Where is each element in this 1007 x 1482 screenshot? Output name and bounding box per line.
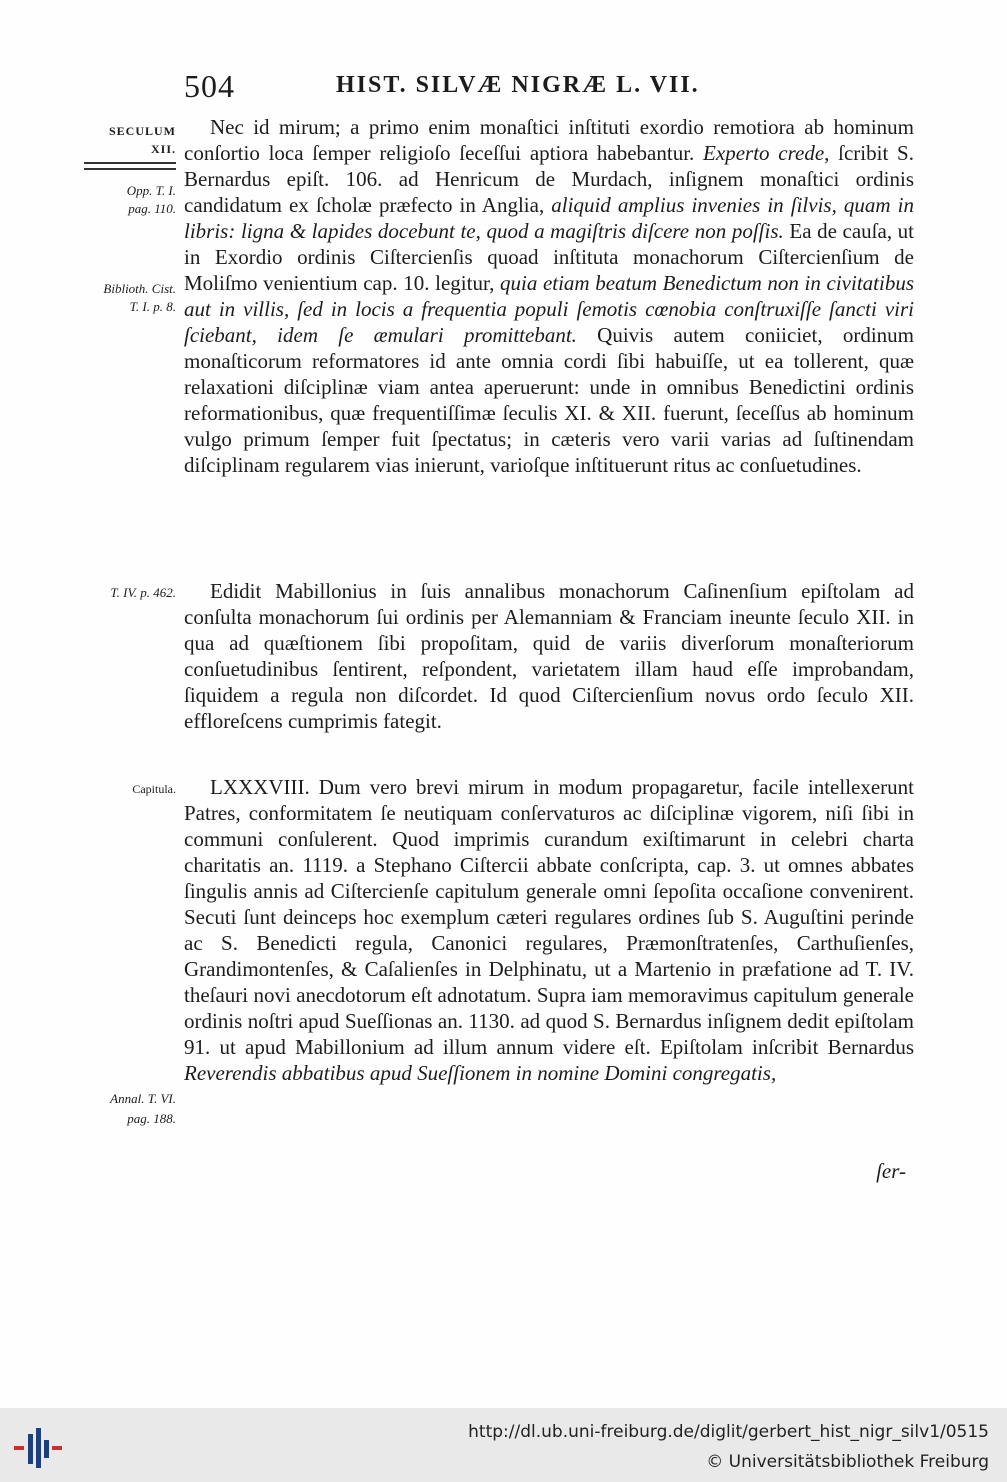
- margin-rule: [84, 162, 176, 164]
- margin-seculum-number: XII.: [150, 142, 176, 156]
- margin-tiv-ref: T. IV. p. 462.: [110, 585, 176, 600]
- quotation: Experto crede: [703, 141, 825, 165]
- paragraph-1-text: Quivis autem coniiciet, ordinum monaſticorum reformatores id ante omnia cordi ſibi habuiſſe, ut ea tollerent, quæ relaxationi diſciplinæ viam antea aperuerunt: unde in omnibus Benedictini ordinis reformationibus, quæ frequentiſſimæ ſeculis XI. & XII. fuerunt, ſeceſſus ab hominum vulgo primum ſemper fuit ſpectatus; in cæteris vero varii varias ad ſuſtinendam diſciplinam regularem vias inierunt, varioſque inſtituerunt ritus ac conſuetudines.: [184, 323, 915, 477]
- paragraph-3-text: LXXXVIII. Dum vero brevi mirum in modum propagaretur, facile intellexerunt Patres, conformitatem ſe neutiquam conſervaturos ac diſciplinæ vigorem, niſi ſibi in communi conſulerent. Quod imprimis curandum exiſtimarunt in celebri charta charitatis an. 1119. a Stephano Ciſtercii abbate conſcripta, cap. 3. ut omnes abbates ſingulis annis ad Ciſtercienſe capitulum generale omni ſepoſita occaſione convenirent. Secuti ſunt deinceps hoc exemplum cæteri regulares ordines ſub S. Auguſtini perinde ac S. Benedicti regula, Canonici regulares, Præmonſtratenſes, Carthuſienſes, Grandimontenſes, & Caſalienſes in Delphinatu, ut a Martenio in præfatione ad T. IV. theſauri novi anecdotorum eſt adnotatum. Supra iam memoravimus capitulum generale ordinis noſtri apud Sueſſionas an. 1130. ad quod S. Bernardus inſignem dedit epiſtolam 91. ut apud Mabillonium ad illum annum videre eſt. Epiſtolam inſcribit Bernardus: [184, 775, 914, 1059]
- paragraph-1-text: , ſcribit S. Bernardus epiſt. 106. ad Henricum de Murdach, inſignem monaſtici ordinis candidatum ex ſcholæ præfecto in Anglia,: [184, 141, 914, 217]
- margin-annal-ref: Annal. T. VI.: [110, 1091, 176, 1106]
- paragraph-2: [184, 578, 914, 734]
- quotation: Reverendis abbatibus apud Sueſſionem in nomine Domini congregatis,: [184, 1061, 777, 1085]
- permalink-url[interactable]: http://dl.ub.uni-freiburg.de/diglit/gerbert_hist_nigr_silv1/0515: [468, 1422, 989, 1442]
- copyright-notice: © Universitätsbibliothek Freiburg: [706, 1452, 989, 1472]
- quotation: quia etiam beatum Benedictum non in civitatibus aut in villis, ſed in locis a frequentia populi ſemotis cœnobia conſtruxiſſe ſancti viri ſciebant, idem ſe æmulari promittebant.: [184, 271, 914, 347]
- margin-biblioth-volume: T. I. p. 8.: [129, 299, 176, 314]
- paragraph-1-text: Nec id mirum; a primo enim monaſtici inſtituti exordio remotiora ab hominum conſortio loca ſemper religioſo ſeceſſui aptiora habebantur.: [184, 115, 914, 165]
- paragraph-1: [184, 114, 914, 478]
- margin-opp-ref: Opp. T. I.: [126, 183, 176, 198]
- quotation: aliquid amplius invenies in ſilvis, quam in libris: ligna & lapides docebunt te, quod a magiſtris diſcere non poſſis.: [184, 193, 914, 243]
- paragraph-2-text: Edidit Mabillonius in ſuis annalibus monachorum Caſinenſium epiſtolam ad conſulta monachorum ſui ordinis per Alemanniam & Franciam ineunte ſeculo XII. in qua ad quæſtionem ſibi propoſitam, quid de variis diverſorum monaſteriorum conſuetudinibus ſentirent, reſpondent, varietatem illam haud eſſe improbandam, ſiquidem a regula non diſcordet. Id quod Ciſtercienſium novus ordo ſeculo XII. efflorеſcens cumprimis fategit.: [184, 579, 914, 733]
- margin-opp-page: pag. 110.: [128, 201, 176, 216]
- margin-annal-page: pag. 188.: [127, 1111, 176, 1126]
- paragraph-3: [184, 774, 914, 1086]
- margin-capitula: Capitula.: [132, 782, 176, 796]
- page-header: [0, 68, 1007, 108]
- margin-seculum: SECULUM: [108, 124, 176, 138]
- library-logo-icon: [14, 1424, 62, 1472]
- margin-rule: [84, 168, 176, 170]
- page-number: 504: [184, 68, 235, 104]
- catchword: ſer-: [876, 1159, 906, 1183]
- viewer-footer: [0, 1408, 1007, 1482]
- running-title: HIST. SILVÆ NIGRÆ L. VII.: [336, 72, 700, 98]
- paragraph-1-text: Ea de cauſa, ut in Exordio ordinis Ciſtercienſis quoad inſtituta monachorum Ciſtercienſium de Moliſmo venientium cap. 10. legitur,: [184, 219, 915, 295]
- margin-biblioth-ref: Biblioth. Cist.: [103, 281, 176, 296]
